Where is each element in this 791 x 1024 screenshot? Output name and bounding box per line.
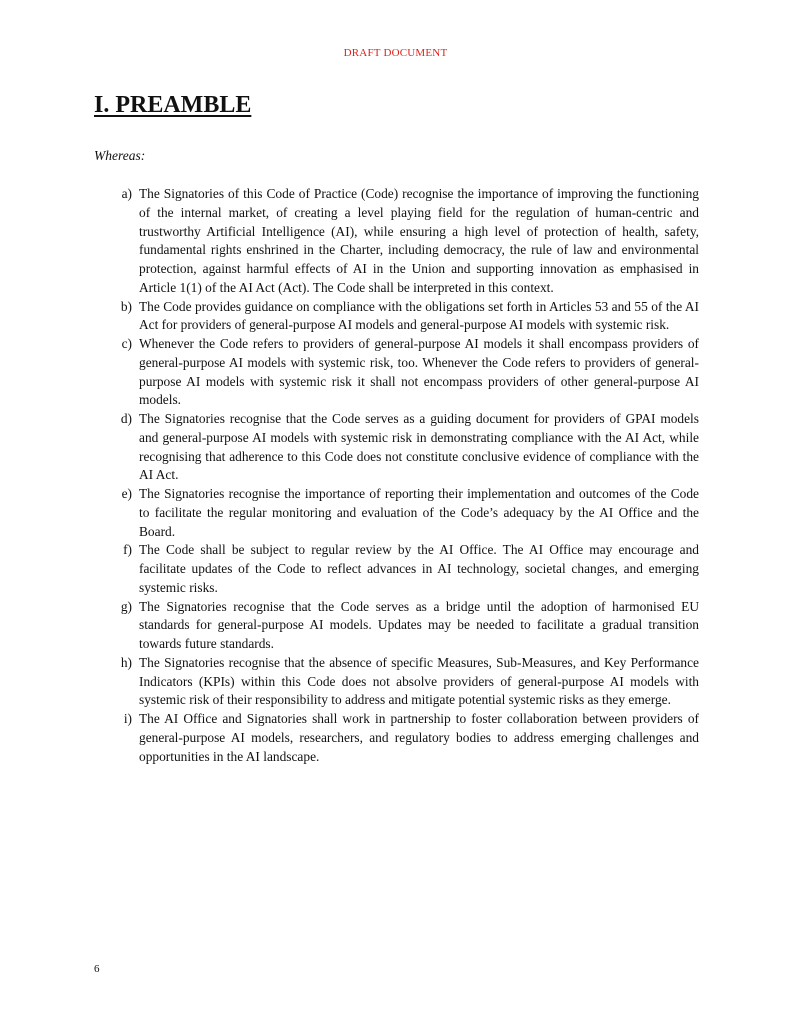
clause-text: Whenever the Code refers to providers of general-purpose AI models it shall encompass providers of general-purpose AI models with systemic risk, too. Whenever the Code refers to providers of general-purpose AI models with systemic risk it shall not encompass providers of other general-purpose AI models. [139,336,699,408]
clause-text: The AI Office and Signatories shall work in partnership to foster collaboration between providers of general-purpose AI models, researchers, and regulatory bodies to address emerging challenges and opportunities in the AI landscape. [139,711,699,764]
clause-text: The Code shall be subject to regular review by the AI Office. The AI Office may encourage and facilitate updates of the Code to reflect advances in AI technology, societal changes, and emerging systemic risks. [139,542,699,595]
page-number: 6 [94,963,100,975]
clause-text: The Signatories recognise that the Code serves as a guiding document for providers of GPAI models and general-purpose AI models with systemic risk in demonstrating compliance with the AI Act, while recognising that adherence to this Code does not constitute conclusive evidence of compliance with the AI Act. [139,411,699,483]
clause-i [94,710,699,766]
clause-marker: b) [120,298,132,314]
clause-a [94,185,699,298]
clause-g [94,598,699,654]
clause-marker: f) [123,542,132,558]
clause-c [94,335,699,410]
whereas-intro: Whereas: [94,148,146,163]
draft-document-label: DRAFT DOCUMENT [343,47,448,59]
clause-text: The Signatories recognise that the absence of specific Measures, Sub-Measures, and Key Performance Indicators (KPIs) within this Code does not absolve providers of general-purpose AI models with systemic risk of their responsibility to address and mitigate potential systemic risks as they emerge. [139,654,699,708]
clause-marker: i) [123,711,132,726]
clause-marker: g) [120,598,132,614]
section-title: I. PREAMBLE [94,92,252,118]
clause-text: The Signatories of this Code of Practice (Code) recognise the importance of improving the functioning of the internal market, of creating a level playing field for the regulation of human-centric and trustworthy Artificial Intelligence (AI), while ensuring a high level of protection of health, safety, fundamental rights enshrined in the Charter, including democracy, the rule of law and environmental protection, against harmful effects of AI in the Union and supporting innovation as emphasised in Article 1(1) of the AI Act (Act). The Code shall be interpreted in this context. [139,186,699,295]
clause-b [94,298,699,336]
preamble-clause-list [94,185,699,766]
clause-text: The Signatories recognise that the Code serves as a bridge until the adoption of harmonised EU standards for general-purpose AI models. Updates may be needed to facilitate a gradual transition towards future standards. [139,598,699,651]
clause-e [94,485,699,541]
clause-text: The Code provides guidance on compliance with the obligations set forth in Articles 53 and 55 of the AI Act for providers of general-purpose AI models and general-purpose AI models with systemic risk. [139,298,699,333]
clause-text: The Signatories recognise the importance of reporting their implementation and outcomes of the Code to facilitate the regular monitoring and evaluation of the Code’s adequacy by the AI Office and the Board. [139,486,699,539]
clause-f [94,541,699,597]
clause-h [94,654,699,710]
clause-marker: a) [121,186,132,201]
clause-marker: c) [121,336,132,351]
clause-d [94,410,699,485]
clause-marker: d) [120,411,132,426]
clause-marker: h) [120,654,132,670]
clause-marker: e) [121,486,132,501]
